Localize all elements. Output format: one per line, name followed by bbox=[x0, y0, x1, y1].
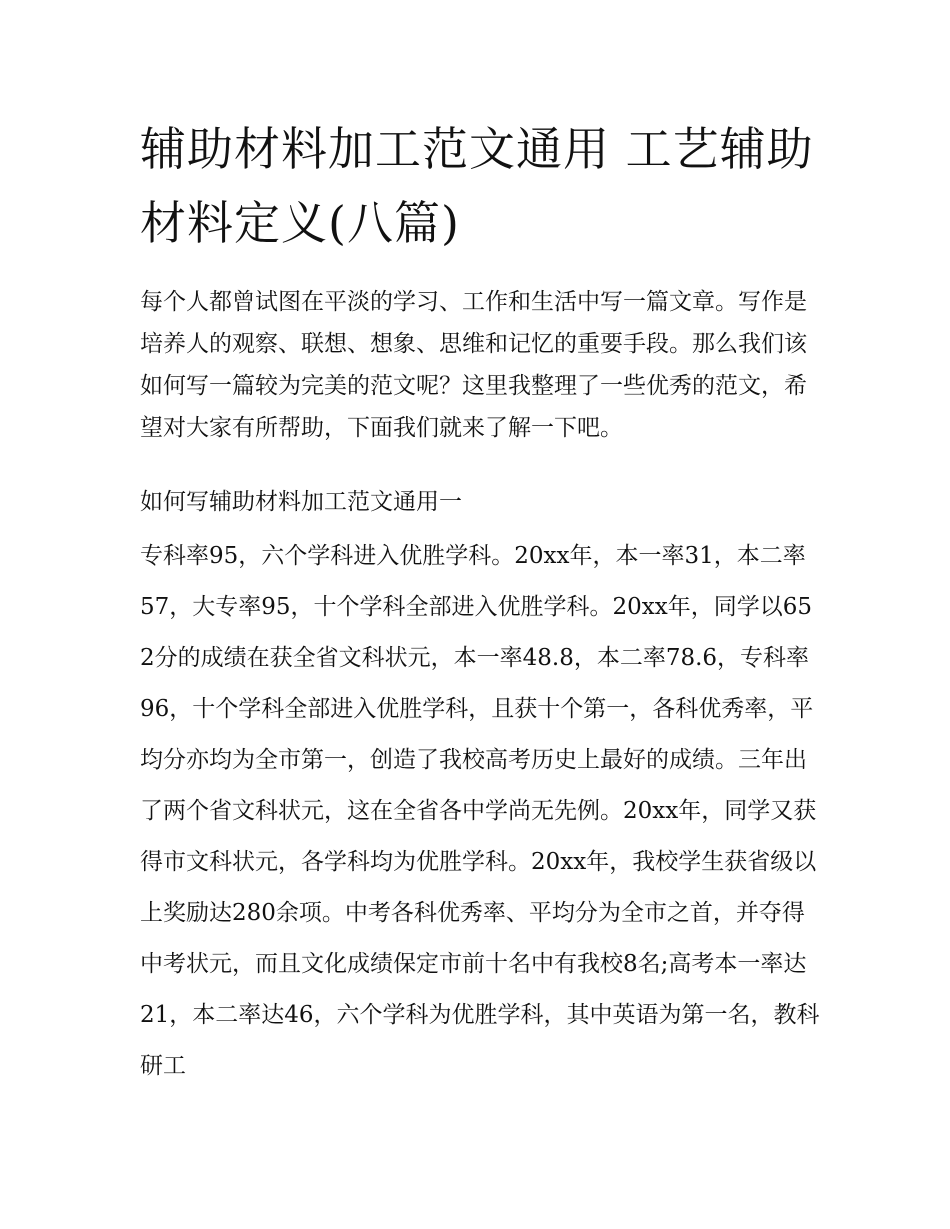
section-body-paragraph: 专科率95，六个学科进入优胜学科。20xx年，本一率31，本二率57，大专率95，十个学科全部进入优胜学科。20xx年，同学以652分的成绩在获全省文科状元，本一率48.8，本二率78.6，专科率96，十个学科全部进入优胜学科，且获十个第一，各科优秀率，平均分亦均为全市第一，创造了我校高考历史上最好的成绩。三年出了两个省文科状元，这在全省各中学尚无先例。20xx年，同学又获得市文科状元，各学科均为优胜学科。20xx年，我校学生获省级以上奖励达280余项。中考各科优秀率、平均分为全市之首，并夺得中考状元，而且文化成绩保定市前十名中有我校8名;高考本一率达21，本二率达46，六个学科为优胜学科，其中英语为第一名，教科研工 bbox=[140, 543, 820, 1079]
section-heading: 如何写辅助材料加工范文通用一 bbox=[140, 489, 462, 515]
document-title: 辅助材料加工范文通用 工艺辅助材料定义(八篇) bbox=[140, 122, 814, 250]
intro-paragraph: 每个人都曾试图在平淡的学习、工作和生活中写一篇文章。写作是培养人的观察、联想、想象、思维和记忆的重要手段。那么我们该如何写一篇较为完美的范文呢？这里我整理了一些优秀的范文，希望对大家有所帮助，下面我们就来了解一下吧。 bbox=[140, 289, 807, 441]
